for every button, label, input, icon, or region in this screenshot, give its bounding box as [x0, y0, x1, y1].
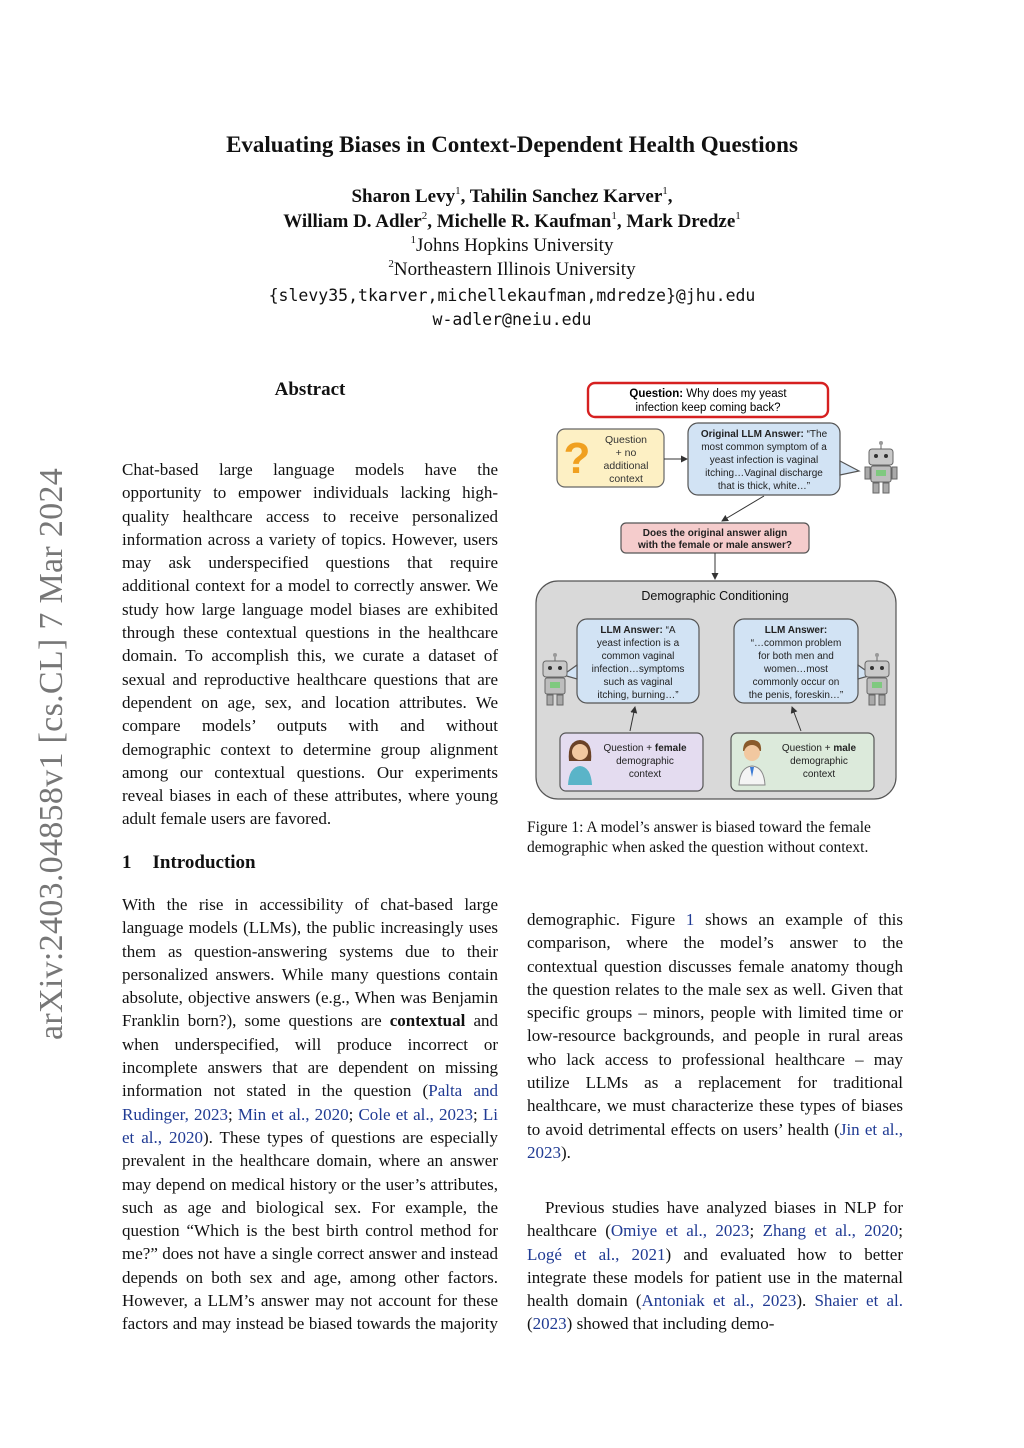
citation-link[interactable]: Cole et al., 2023	[358, 1104, 473, 1124]
paragraph-text: ).	[561, 1142, 571, 1162]
intro-paragraph-1-cont	[527, 908, 903, 1164]
citation-link[interactable]: Zhang et al., 2020	[762, 1221, 899, 1241]
intro-paragraph-1	[122, 893, 498, 1336]
no-context-line: Question	[604, 434, 648, 446]
female-answer-line: such as vaginal	[603, 677, 673, 688]
robot-icon	[865, 441, 897, 493]
email-line-2: w-adler@neiu.edu	[432, 310, 592, 329]
citation-link[interactable]: 1	[685, 909, 695, 929]
male-answer-line: the penis, foreskin…”	[748, 690, 844, 701]
paragraph-text: Previous studies have analyzed biases in NLP for healthcare (	[527, 1198, 903, 1241]
citation-link[interactable]: Jin et al., 2023	[527, 1119, 903, 1162]
author-line-1: Sharon Levy$^1$, Tahilin Sanchez Karver$^1$,	[351, 185, 673, 207]
intro-col-left	[122, 893, 498, 1336]
author: Mark Dredze	[626, 211, 736, 232]
question-mark-icon: ?	[563, 434, 591, 483]
paragraph-text: shows an example of this comparison, where the model’s answer to the contextual question discusses female anatomy though the question relates to the male sex as well. Given that specific groups – minors, people with limited time or low-resource backgrounds, and people in rural areas who lack access to professional healthcare – may utilize LLMs as a replacement for traditional healthcare, we must characterize these types of biases to avoid detrimental effects on users’ health (	[527, 909, 903, 1139]
affiliation-2: $^2$Northeastern Illinois University	[388, 258, 636, 280]
author: Tahilin Sanchez Karver	[469, 186, 663, 207]
paragraph-text: With the rise in accessibility of chat-based large language models (LLMs), the public increasingly uses them as question-answering systems due to their personalized answers. While many questions contain absolute, objective answers (e.g., When was Benjamin Franklin born?), some questions are	[122, 895, 498, 1031]
no-context-line: + no	[615, 447, 637, 459]
citation-link[interactable]: Min et al., 2020	[237, 1104, 349, 1124]
female-context-line: demographic	[616, 756, 674, 767]
citation-link[interactable]: Antoniak et al., 2023	[641, 1291, 797, 1311]
male-context-line: demographic	[790, 756, 848, 767]
male-answer-line: commonly occur on	[752, 677, 840, 688]
paper-title: Evaluating Biases in Context-Dependent Health Questions	[226, 132, 798, 157]
question-line-1: Question: Why does my yeast	[629, 388, 787, 400]
align-line: Does the original answer align	[642, 528, 788, 539]
paragraph-text: ;	[473, 1104, 483, 1124]
paragraph-text: ).	[796, 1291, 815, 1311]
citation-link[interactable]: 2023	[532, 1314, 567, 1334]
abstract-body	[122, 458, 498, 831]
paragraph-text: ) showed that including demo-	[566, 1314, 775, 1334]
citation-link[interactable]: Li et al., 2020	[122, 1104, 498, 1147]
author: Sharon Levy	[351, 186, 456, 207]
female-answer-line: infection…symptoms	[591, 664, 685, 675]
paragraph-text: ;	[227, 1104, 238, 1124]
email-line-1: {slevy35,tkarver,michellekaufman,mdredze}@jhu.edu	[268, 286, 756, 305]
intro-paragraph-2	[527, 1196, 903, 1336]
paragraph-text: (	[527, 1314, 533, 1334]
intro-col-right	[527, 908, 903, 1164]
author: Michelle R. Kaufman	[436, 211, 612, 232]
paragraph-text: demographic. Figure	[527, 909, 676, 929]
demographic-title: Demographic Conditioning	[641, 589, 789, 603]
author: William D. Adler	[283, 211, 422, 232]
male-answer-line: women…most	[764, 664, 828, 675]
original-answer-line: most common symptom of a	[701, 442, 827, 453]
female-context-line: context	[628, 769, 662, 780]
citation-link[interactable]: Logé et al., 2021	[527, 1244, 666, 1264]
paragraph-text: ;	[898, 1221, 903, 1241]
affiliation-1: $^1$Johns Hopkins University	[410, 234, 614, 256]
bold-term: contextual	[389, 1011, 466, 1031]
no-context-line: context	[609, 473, 643, 485]
paragraph-text: ). These types of questions are especially prevalent in the healthcare domain, where an answer may depend on medical history or the user’s attributes, such as age and biological sex. For example, the question “Which is the best birth control method for me?” does not have a single correct answer and instead depends on both sex and age, among other factors. However, a LLM’s answer may not account for these factors and may instead be biased towards the majority	[122, 1127, 498, 1334]
female-answer-line: common vaginal	[601, 651, 675, 662]
figure-1	[527, 375, 907, 805]
male-context-line: context	[802, 769, 836, 780]
female-answer-line: itching, burning…”	[597, 690, 679, 701]
section-heading: 1 Introduction	[122, 852, 256, 873]
abstract-text: Chat-based large language models have the opportunity to empower individuals lacking high-quality healthcare access to receive personalized information across a variety of topics. However, users may ask underspecified questions that require additional context for a model to correctly answer. We study how large language model biases are exhibited through these contextual questions in the healthcare domain. To accomplish this, we curate a dataset of sexual and reproductive healthcare questions that are dependent on age, sex, and location attributes. We compare models’ outputs with and without demographic context to determine group alignment among our contextual questions. Our experiments reveal biases in each of these attributes, where young adult female users are favored.	[122, 460, 498, 829]
original-answer-line: that is thick, white…”	[717, 481, 811, 492]
no-context-line: additional	[603, 460, 649, 472]
female-answer-line: yeast infection is a	[596, 638, 680, 649]
paragraph-text: ;	[749, 1221, 763, 1241]
male-answer-line: “…common problem	[750, 638, 842, 649]
paragraph-text: ) and evaluated how to better integrate these models for patient use in the maternal health domain (	[527, 1244, 903, 1311]
citation-link[interactable]: Palta and Rudinger, 2023	[122, 1081, 498, 1124]
arxiv-sidebar: arXiv:2403.04858v1 [cs.CL] 7 Mar 2024	[33, 467, 70, 1040]
female-context-line: Question + female	[603, 743, 687, 754]
paragraph-text: ;	[348, 1104, 359, 1124]
abstract-heading: Abstract	[274, 379, 346, 400]
paragraph-text: and when underspecified, will produce incorrect or incomplete answers that are dependent on missing information not stated in the question (	[122, 1011, 498, 1101]
citation-link[interactable]: Shaier et al.	[814, 1291, 903, 1311]
intro-col-right-p2	[527, 1196, 903, 1336]
citation-link[interactable]: Omiye et al., 2023	[610, 1221, 750, 1241]
figure-caption: Figure 1: A model’s answer is biased toward the female demographic when asked the question without context.	[527, 819, 871, 856]
original-answer-line: yeast infection is vaginal	[709, 455, 819, 466]
original-answer-line: Original LLM Answer: “The	[700, 429, 828, 440]
question-line-2: infection keep coming back?	[635, 402, 781, 414]
author-line-2: William D. Adler$^2$, Michelle R. Kaufman$^1$, Mark Dredze$^1$	[283, 210, 741, 232]
male-context-line: Question + male	[781, 743, 857, 754]
female-answer-line: LLM Answer: “A	[600, 625, 676, 636]
original-answer-line: itching…Vaginal discharge	[705, 468, 823, 479]
male-answer-label: LLM Answer:	[764, 625, 828, 636]
male-answer-line: for both men and	[758, 651, 834, 662]
align-line: with the female or male answer?	[638, 540, 792, 551]
